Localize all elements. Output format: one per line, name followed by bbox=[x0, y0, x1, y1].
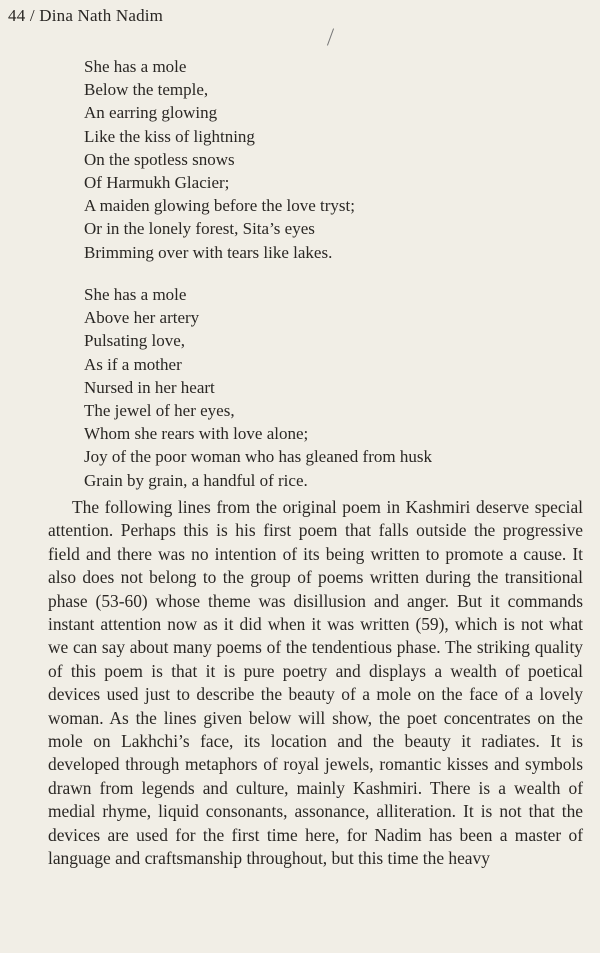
poem-line: As if a mother bbox=[84, 354, 182, 374]
poem-stanza-2 bbox=[84, 283, 432, 492]
poem-line: Pulsating love, bbox=[84, 331, 186, 351]
poem-line: Brimming over with tears like lakes. bbox=[84, 242, 333, 262]
poem-line: A maiden glowing before the love tryst; bbox=[84, 196, 355, 216]
poem-line: Nursed in her heart bbox=[84, 377, 215, 397]
poem-line: On the spotless snows bbox=[84, 149, 235, 169]
header-author: Dina Nath Nadim bbox=[39, 6, 164, 25]
poem-line: Grain by grain, a handful of rice. bbox=[84, 470, 308, 490]
poem-line: Or in the lonely forest, Sita’s eyes bbox=[84, 219, 315, 239]
poem-line: She has a mole bbox=[84, 285, 187, 304]
poem-line: Of Harmukh Glacier; bbox=[84, 173, 230, 193]
body-paragraph: The following lines from the original poem in Kashmiri deserve special attention. Perhaps this is his first poem that falls outside the progressive field and there was no intention of its being written to promote a cause. It also does not belong to the group of poems written during the transitional phase (53-60) whose theme was disillusion and anger. But it commands instant attention now as it did when it was written (59), which is not what we can say about many poems of the tendentious phase. The striking quality of this poem is that it is pure poetry and displays a wealth of poetical devices used just to describe the beauty of a mole on the face of a lovely woman. As the lines given below will show, the poet concentrates on the mole on Lakhchi’s face, its location and the beauty it radiates. It is developed through metaphors of royal jewels, romantic kisses and symbols drawn from legends and culture, mainly Kashmiri. There is a wealth of medial rhyme, liquid consonants, assonance, alliteration. It is not that the devices are used for the first time here, for Nadim has been a master of language and craftsmanship throughout, but this time the heavy bbox=[48, 497, 583, 869]
poem-line: The jewel of her eyes, bbox=[84, 401, 235, 421]
pen-mark bbox=[327, 28, 334, 45]
poem-line: Joy of the poor woman who has gleaned from husk bbox=[84, 447, 432, 467]
poem-line: Like the kiss of lightning bbox=[84, 126, 255, 146]
poem-line: Below the temple, bbox=[84, 80, 209, 100]
poem-line: She has a mole bbox=[84, 57, 187, 76]
poem-line: Above her artery bbox=[84, 308, 200, 328]
page-number: 44 bbox=[8, 6, 26, 25]
running-header bbox=[8, 6, 163, 26]
header-separator: / bbox=[29, 6, 35, 25]
poem-stanza-1 bbox=[84, 55, 355, 264]
poem-line: An earring glowing bbox=[84, 103, 218, 123]
poem-line: Whom she rears with love alone; bbox=[84, 424, 309, 444]
